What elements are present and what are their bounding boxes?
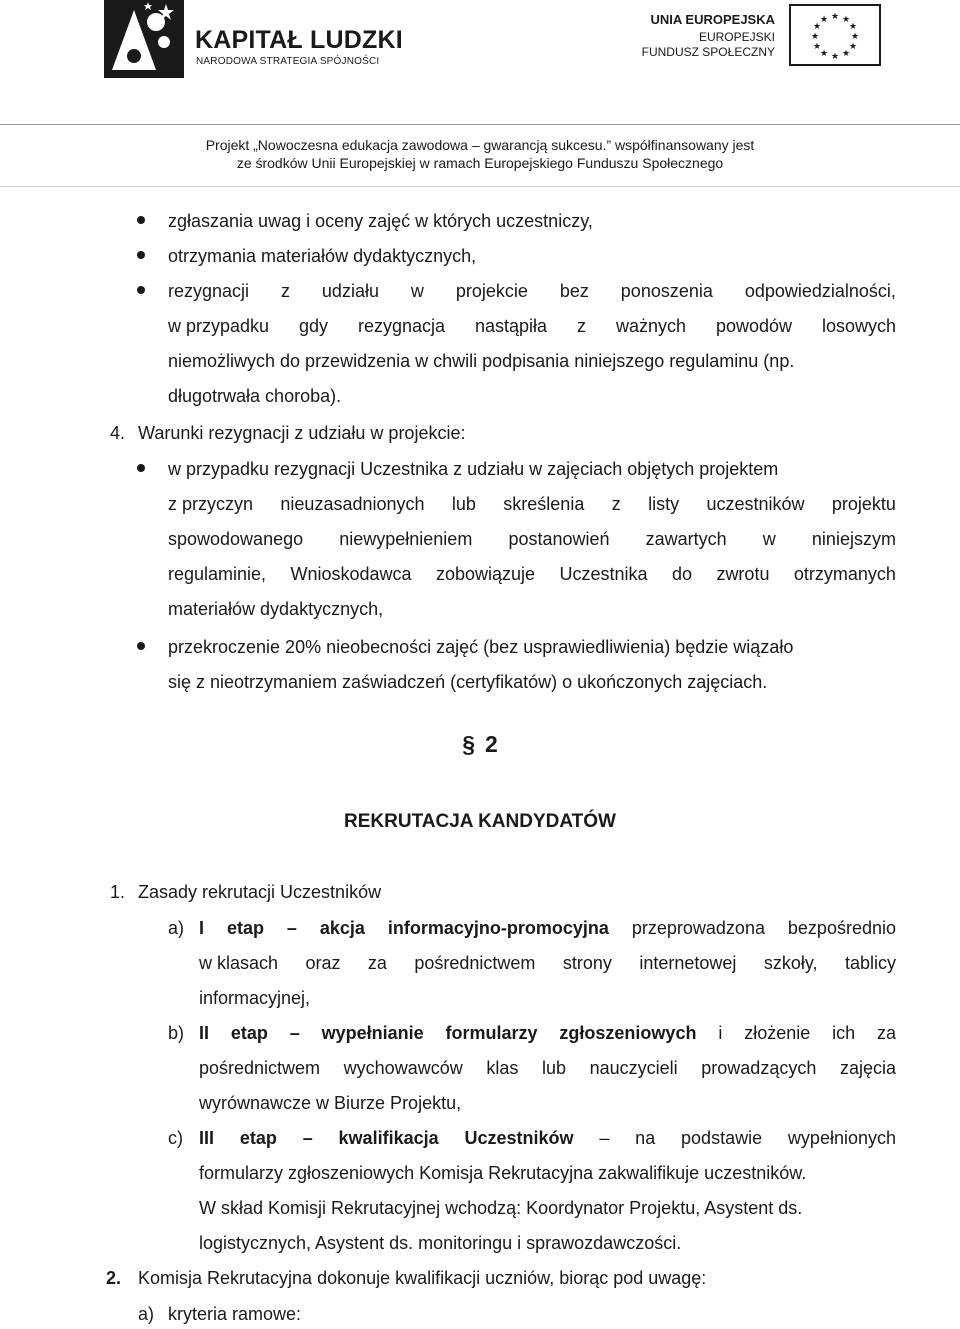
stage-line: III etap – kwalifikacja Uczestników – na podstawie wypełnionych: [199, 1128, 896, 1148]
stage-line: II etap – wypełnianie formularzy zgłoszeniowych i złożenie ich za: [199, 1023, 896, 1043]
section-heading: [0, 730, 960, 758]
header-divider: [0, 124, 960, 125]
section-symbol: §: [462, 731, 475, 757]
stage-line: w klasach oraz za pośrednictwem strony internetowej szkoły, tablicy: [199, 953, 896, 973]
list-label: b): [168, 1023, 185, 1043]
rights-item-line: rezygnacji z udziału w projekcie bez ponoszenia odpowiedzialności,: [168, 281, 896, 301]
svg-text:★: ★: [819, 15, 829, 25]
header-bottom-divider: [0, 186, 960, 187]
point-text: Zasady rekrutacji Uczestników: [138, 882, 382, 902]
condition-line: w przypadku rezygnacji Uczestnika z udziału w zajęciach objętych projektem: [168, 459, 779, 479]
svg-text:★: ★: [810, 32, 820, 42]
kapital-ludzki-title: KAPITAŁ LUDZKI: [195, 26, 403, 54]
stage-line: logistycznych, Asystent ds. monitoringu i sprawozdawczości.: [199, 1233, 682, 1253]
bullet-icon: [137, 251, 145, 259]
stage-line: informacyjnej,: [199, 988, 311, 1008]
condition-line: z przyczyn nieuzasadnionych lub skreślenia z listy uczestników projektu: [168, 494, 896, 514]
bullet-icon: [137, 464, 145, 472]
section-title: REKRUTACJA KANDYDATÓW: [344, 811, 616, 832]
rights-item-line: w przypadku gdy rezygnacja nastąpiła z ważnych powodów losowych: [168, 316, 896, 336]
svg-text:★: ★: [830, 12, 840, 22]
list-label: a): [168, 918, 185, 938]
svg-text:★: ★: [812, 22, 822, 32]
kapital-ludzki-logo: [104, 0, 403, 80]
kapital-ludzki-emblem-icon: [104, 0, 204, 78]
eu-logo-line1: UNIA EUROPEJSKA: [650, 12, 775, 27]
svg-text:★: ★: [848, 22, 858, 32]
rights-item-line: długotrwała choroba).: [168, 386, 342, 406]
point-number: 2.: [106, 1268, 122, 1288]
bullet-icon: [137, 642, 145, 650]
criteria-text: kryteria ramowe:: [168, 1304, 302, 1324]
eu-flag-icon: [789, 4, 881, 66]
point-text: Warunki rezygnacji z udziału w projekcie:: [138, 423, 466, 443]
svg-text:★: ★: [841, 49, 851, 59]
stage-line: formularzy zgłoszeniowych Komisja Rekrutacyjna zakwalifikuje uczestników.: [199, 1163, 807, 1183]
project-info-line2: ze środków Unii Europejskiej w ramach Europejskiego Funduszu Społecznego: [236, 155, 724, 171]
point-number: 1.: [110, 882, 126, 902]
svg-text:★: ★: [819, 49, 829, 59]
svg-text:★: ★: [848, 42, 858, 52]
stage-line: I etap – akcja informacyjno-promocyjna przeprowadzona bezpośrednio: [199, 918, 896, 938]
eu-logo-line2: EUROPEJSKI: [698, 30, 775, 44]
eu-logo: [640, 4, 885, 70]
list-label: a): [138, 1304, 155, 1324]
kapital-ludzki-subtitle: NARODOWA STRATEGIA SPÓJNOŚCI: [196, 56, 380, 67]
svg-text:★: ★: [812, 42, 822, 52]
rights-item: otrzymania materiałów dydaktycznych,: [168, 246, 477, 266]
condition-line: spowodowanego niewypełnieniem postanowień zawartych w niniejszym: [168, 529, 896, 549]
stage-line: W skład Komisji Rekrutacyjnej wchodzą: Koordynator Projektu, Asystent ds.: [199, 1198, 803, 1218]
svg-text:★: ★: [841, 15, 851, 25]
point-number: 4.: [110, 423, 126, 443]
svg-text:★: ★: [830, 52, 840, 62]
condition-line: przekroczenie 20% nieobecności zajęć (bez usprawiedliwienia) będzie wiązało: [168, 637, 794, 657]
list-label: c): [168, 1128, 183, 1148]
bullet-icon: [137, 216, 145, 224]
point-text: Komisja Rekrutacyjna dokonuje kwalifikacji uczniów, biorąc pod uwagę:: [138, 1268, 707, 1288]
bullet-icon: [137, 286, 145, 294]
svg-text:★: ★: [850, 32, 860, 42]
stage-line: pośrednictwem wychowawców klas lub nauczycieli prowadzących zajęcia: [199, 1058, 896, 1078]
rights-item: zgłaszania uwag i oceny zajęć w których uczestniczy,: [168, 211, 593, 231]
condition-line: materiałów dydaktycznych,: [168, 599, 384, 619]
rights-item-line: niemożliwych do przewidzenia w chwili podpisania niniejszego regulaminu (np.: [168, 351, 795, 371]
project-info-line1: Projekt „Nowoczesna edukacja zawodowa – gwarancją sukcesu.” współfinansowany jest: [205, 137, 755, 153]
stage-line: wyrównawcze w Biurze Projektu,: [199, 1093, 462, 1113]
condition-line: regulaminie, Wnioskodawca zobowiązuje Uczestnika do zwrotu otrzymanych: [168, 564, 896, 584]
section-number: 2: [485, 731, 498, 757]
eu-logo-line3: FUNDUSZ SPOŁECZNY: [641, 45, 775, 59]
condition-line: się z nieotrzymaniem zaświadczeń (certyfikatów) o ukończonych zajęciach.: [168, 672, 768, 692]
